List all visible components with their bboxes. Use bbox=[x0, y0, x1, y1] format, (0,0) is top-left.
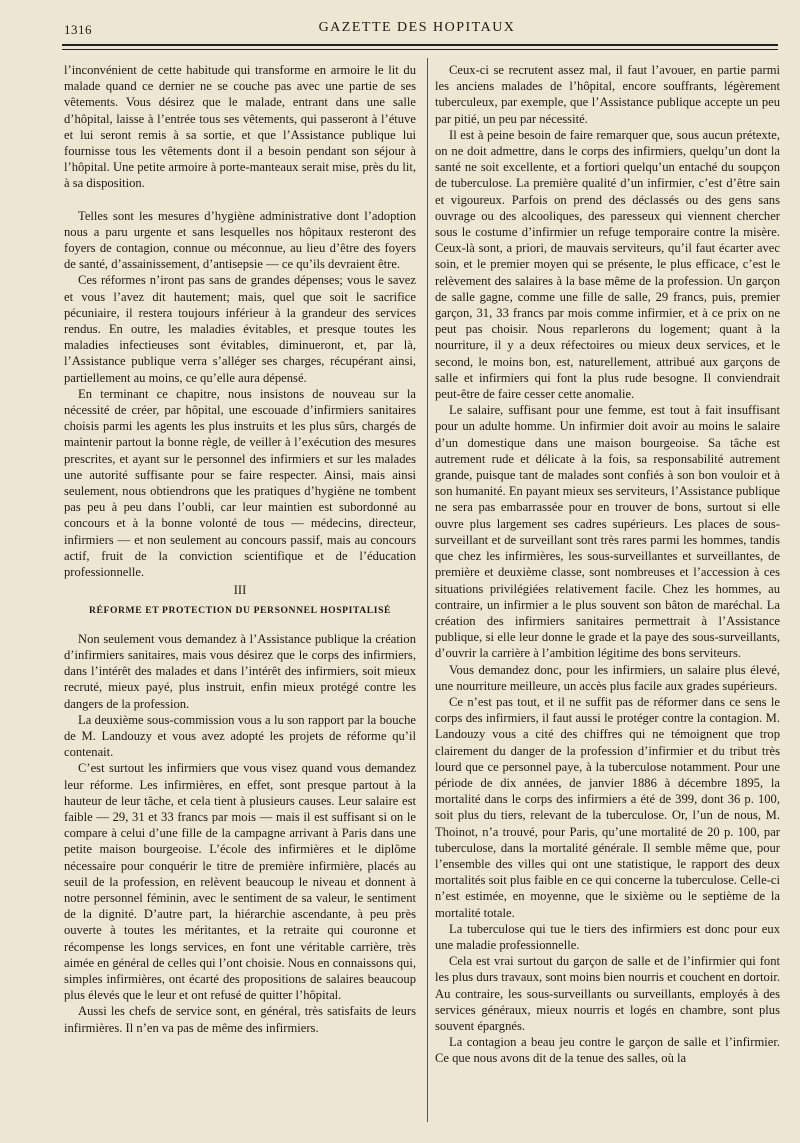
section-title: RÉFORME ET PROTECTION DU PERSONNEL HOSPITALISÉ bbox=[88, 604, 392, 616]
paragraph: La tuberculose qui tue le tiers des infirmiers est donc pour eux une maladie professionnelle. bbox=[435, 921, 780, 952]
paragraph: La deuxième sous-commission vous a lu son rapport par la bouche de M. Landouzy et vous avez adopté les projets de réforme qu’il contenait. bbox=[64, 712, 416, 760]
paragraph: C’est surtout les infirmiers que vous visez quand vous demandez leur réforme. Les infirmières, en effet, sont presque partout à la hauteur de leur tâche, et cela tient à plusieurs causes. Leur salaire est faible — 29, 31 et 33 francs par mois — mais il est suffisant si on le compare à celui d’une fille de la campagne arrivant à Paris dans une petite maison bourgeoise. L’école des infirmières et le diplôme nécessaire pour conquérir le titre de première infirmière, placés au seuil de la profession, en relèvent beaucoup le niveau et donnent à notre personnel féminin, avec le sentiment de sa valeur, le sentiment de la dignité. D’autre part, la hiérarchie ascendante, à peu près ouverte à toutes les méritantes, et la retraite qui couronne et récompense les longs services, en font une véritable carrière, très aimée en général de celles qui l’ont choisie. Nous en connaissons qui, simples infirmières, ont écarté des propositions de salaires beaucoup plus élevés que le leur et ont refusé de quitter l’hôpital. bbox=[64, 761, 416, 1003]
paragraph: La contagion a beau jeu contre le garçon de salle et l’infirmier. Ce que nous avons dit de la tenue des salles, où la bbox=[435, 1035, 780, 1066]
header-rule-thick bbox=[62, 44, 778, 46]
column-separator bbox=[427, 58, 428, 1122]
journal-title: GAZETTE DES HOPITAUX bbox=[318, 20, 516, 35]
paragraph: Telles sont les mesures d’hygiène administrative dont l’adoption nous a paru urgente et sans lesquelles nos hôpitaux resteront des foyers de contagion, connue ou méconnue, au lieu d’être des foyers de santé, d’assainissement, d’antisepsie — ce qu’ils devraient être. bbox=[64, 208, 416, 272]
right-column bbox=[435, 62, 780, 1067]
paragraph: Ces réformes n’iront pas sans de grandes dépenses; vous le savez et vous l’avez dit hautement; mais, quel que soit le sacrifice pécuniaire, il restera toujours inférieur à la grandeur des services rendus. En outre, les maladies évitables, et presque toutes les maladies infectieuses sont évitables, diminueront, et, par là, l’Assistance publique verra s’alléger ses charges, récupérant ainsi, partiellement au moins, ce qu’elle aura dépensé. bbox=[64, 273, 416, 385]
section-number: III bbox=[233, 583, 247, 598]
paragraph: Ce n’est pas tout, et il ne suffit pas de réformer dans ce sens le corps des infirmiers, il faut aussi le protéger contre la contagion. M. Landouzy vous a cité des chiffres qui ne témoignent que trop clairement du danger de la profession d’infirmier et du tribut très lourd que ce personnel paye, à la tuberculose notamment. Pour une période de dix années, de janvier 1886 à décembre 1895, la mortalité dans le corps des infirmiers a été de 399, dont 36 p. 100, soit plus du tiers, relevant de la tuberculose. Or, l’un de nous, M. Thoinot, n’a trouvé, pour Paris, qu’une mortalité de 20 p. 100, par tuberculose, dans la mortalité générale. Il semble même que, pour l’ensemble des villes qui ont une statistique, le rapport des deux mortalités soit plus faible en ce qui concerne la tuberculose. Celle-ci n’est estimée, en moyenne, que le sixième ou le septième de la mortalité totale. bbox=[435, 694, 780, 920]
header-rule-thin bbox=[62, 49, 778, 50]
page-header bbox=[62, 20, 772, 42]
page-number: 1316 bbox=[64, 22, 92, 37]
paragraph: Ceux-ci se recrutent assez mal, il faut l’avouer, en partie parmi les anciens malades de l’hôpital, encore souffrants, légèrement tuberculeux, par exemple, que l’Assistance publique accepte un peu par pitié, un peu par nécessité. bbox=[435, 63, 780, 126]
paragraph: Cela est vrai surtout du garçon de salle et de l’infirmier qui font les plus durs travaux, sont moins bien nourris et couchent en dortoir. Au contraire, les sous-surveillants ou surveillants, employés à des services généraux, mieux nourris et logés en chambre, sont plus souvent épargnés. bbox=[435, 954, 780, 1033]
paragraph: Vous demandez donc, pour les infirmiers, un salaire plus élevé, une nourriture meilleure, un accès plus facile aux grades supérieurs. bbox=[435, 662, 780, 693]
left-column bbox=[64, 62, 416, 1036]
paragraph: Il est à peine besoin de faire remarquer que, sous aucun prétexte, on ne doit admettre, dans le corps des infirmiers, quelqu’un dont la santé ne soit excellente, et a fortiori quelqu’un entaché du soupçon de tuberculose. La première qualité d’un infirmier, c’est d’être sain et vigoureux. Parfois on prend des déclassés ou des gens sans ouvrage ou des alcooliques, des paresseux qui viennent chercher sous le costume d’infirmier un refuge temporaire contre la misère. Ceux-là sont, a priori, de mauvais serviteurs, qu’il faut écarter avec soin, et le premier moyen qui se présente, le plus efficace, c’est le relèvement des salaires à la base même de la profession. Un garçon de salle gagne, comme une fille de salle, 29 francs, puis, premier garçon, 31, 33 francs par mois comme infirmier, et à ce prix on ne peut pas choisir. Nous reparlerons du logement; quant à la nourriture, il y a deux réfectoires ou mieux deux services, et le second, le moins bon, est, naturellement, attribué aux garçons de salle et infirmiers qui font la plus rude besogne. Il conviendrait peut-être de faire cesser cette anomalie. bbox=[435, 127, 780, 402]
paragraph: Aussi les chefs de service sont, en général, très satisfaits de leurs infirmières. Il n’en va pas de même des infirmiers. bbox=[64, 1004, 416, 1035]
paragraph: En terminant ce chapitre, nous insistons de nouveau sur la nécessité de créer, par hôpital, une escouade d’infirmiers sanitaires choisis parmi les agents les plus instruits et les plus sûrs, chargés de maintenir partout la bonne règle, de veiller à l’exécution des mesures prescrites, et ayant sur le personnel des infirmiers et sur les malades une autorité suffisante pour se faire respecter. Ainsi, mais ainsi seulement, nous obtiendrons que les pratiques d’hygiène ne tombent pas peu à peu dans l’oubli, car leur maintien est subordonné au concours et à la bonne volonté de tous — médecins, directeur, infirmiers — et non seulement au concours passif, mais au concours actif, fruit de la conviction scientifique et de l’éducation professionnelle. bbox=[64, 386, 416, 580]
paragraph-gap bbox=[64, 192, 416, 208]
paragraph: l’inconvénient de cette habitude qui transforme en armoire le lit du malade quand ce dernier ne se couche pas avec une partie de ses vêtements. Vous désirez que le malade, entrant dans une salle d’hôpital, laisse à l’entrée tous ses vêtements, qui passeront à l’étuve et lui seront remis à sa sortie, et que l’Assistance publique lui fournisse tous les vêtements dont il a besoin pendant son séjour à l’hôpital. Une petite armoire à porte-manteaux serait mise, près du lit, à sa disposition. bbox=[64, 63, 416, 191]
paragraph: Le salaire, suffisant pour une femme, est tout à fait insuffisant pour un adulte homme. Un infirmier doit avoir au moins le salaire d’un domestique dans une maison bourgeoise. Sa tâche est autrement rude et délicate à la fois, sa responsabilité autrement grande, puisque tant de malades sont confiés à son bon vouloir et à son humanité. En payant mieux ses serviteurs, l’Assistance publique ne sera pas embarrassée pour en trouver de bons, surtout si elle ouvre plus largement ses cadres supérieurs. Les places de sous-surveillant et de surveillant sont très rares parmi les hommes, tandis que chez les infirmières, les sous-surveillantes et surveillantes, de première et deuxième classe, sont nombreuses et l’accession à ces situations privilégiées relativement facile. Chez les hommes, au contraire, un infirmier a le plus souvent son bâton de maréchal. La création des infirmiers sanitaires permettrait à l’Assistance publique, si elle leur donne le grade et la paye des sous-surveillants, d’ouvrir la carrière à l’ambition légitime des bons serviteurs. bbox=[435, 403, 780, 661]
paragraph: Non seulement vous demandez à l’Assistance publique la création d’infirmiers sanitaires, mais vous désirez que le corps des infirmiers, dans l’intérêt des malades et dans l’intérêt des infirmiers, soit mieux recruté, mieux payé, plus instruit, enfin mieux protégé contre les dangers de la profession. bbox=[64, 631, 416, 711]
